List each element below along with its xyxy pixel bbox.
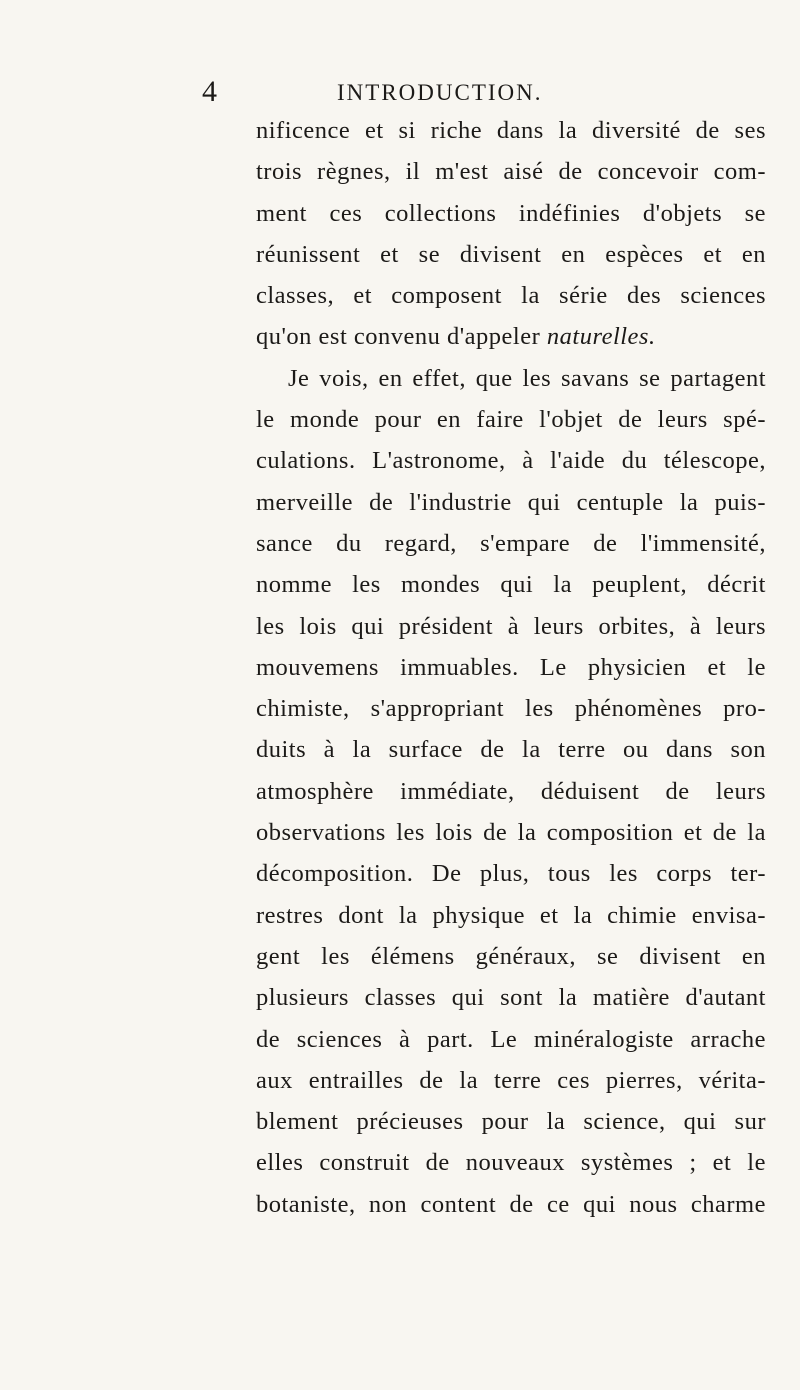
text-line: de sciences à part. Le minéralogiste arrache <box>256 1025 766 1053</box>
text-line-start: qu'on est convenu d'appeler <box>256 323 547 351</box>
body-text <box>256 110 766 1225</box>
text-line: gent les élémens généraux, se divisent en <box>256 942 766 970</box>
text-line: sance du regard, s'empare de l'immensité, <box>256 529 766 557</box>
text-line: merveille de l'industrie qui centuple la puis- <box>256 488 766 516</box>
text-line: aux entrailles de la terre ces pierres, vérita- <box>256 1066 766 1094</box>
page-header <box>0 72 800 112</box>
text-line: chimiste, s'appropriant les phénomènes pro- <box>256 695 766 723</box>
text-line <box>256 316 766 357</box>
text-line: blement précieuses pour la science, qui sur <box>256 1108 766 1136</box>
page-number: 4 <box>202 75 217 108</box>
running-head: INTRODUCTION. <box>337 80 543 105</box>
text-line: le monde pour en faire l'objet de leurs spé- <box>256 406 766 434</box>
text-line: ment ces collections indéfinies d'objets se <box>256 199 766 227</box>
text-line: les lois qui président à leurs orbites, à leurs <box>256 612 766 640</box>
text-line: botaniste, non content de ce qui nous charme <box>256 1190 766 1218</box>
text-line: plusieurs classes qui sont la matière d'autant <box>256 984 766 1012</box>
text-line: Je vois, en effet, que les savans se partagent <box>288 364 766 392</box>
text-line: nomme les mondes qui la peuplent, décrit <box>256 571 766 599</box>
text-line: classes, et composent la série des sciences <box>256 282 766 310</box>
text-line: observations les lois de la composition et de la <box>256 819 766 847</box>
text-line: décomposition. De plus, tous les corps ter- <box>256 860 766 888</box>
text-line: culations. L'astronome, à l'aide du télescope, <box>256 447 766 475</box>
text-line: elles construit de nouveaux systèmes ; et le <box>256 1149 766 1177</box>
text-line: atmosphère immédiate, déduisent de leurs <box>256 777 766 805</box>
text-line: duits à la surface de la terre ou dans son <box>256 736 766 764</box>
text-line: restres dont la physique et la chimie envisa- <box>256 901 766 929</box>
emphasized-word: naturelles. <box>546 323 656 351</box>
text-line: trois règnes, il m'est aisé de concevoir com- <box>256 158 766 186</box>
text-line: nificence et si riche dans la diversité de ses <box>256 117 766 144</box>
text-line: réunissent et se divisent en espèces et en <box>256 240 766 268</box>
text-line: mouvemens immuables. Le physicien et le <box>256 653 766 681</box>
